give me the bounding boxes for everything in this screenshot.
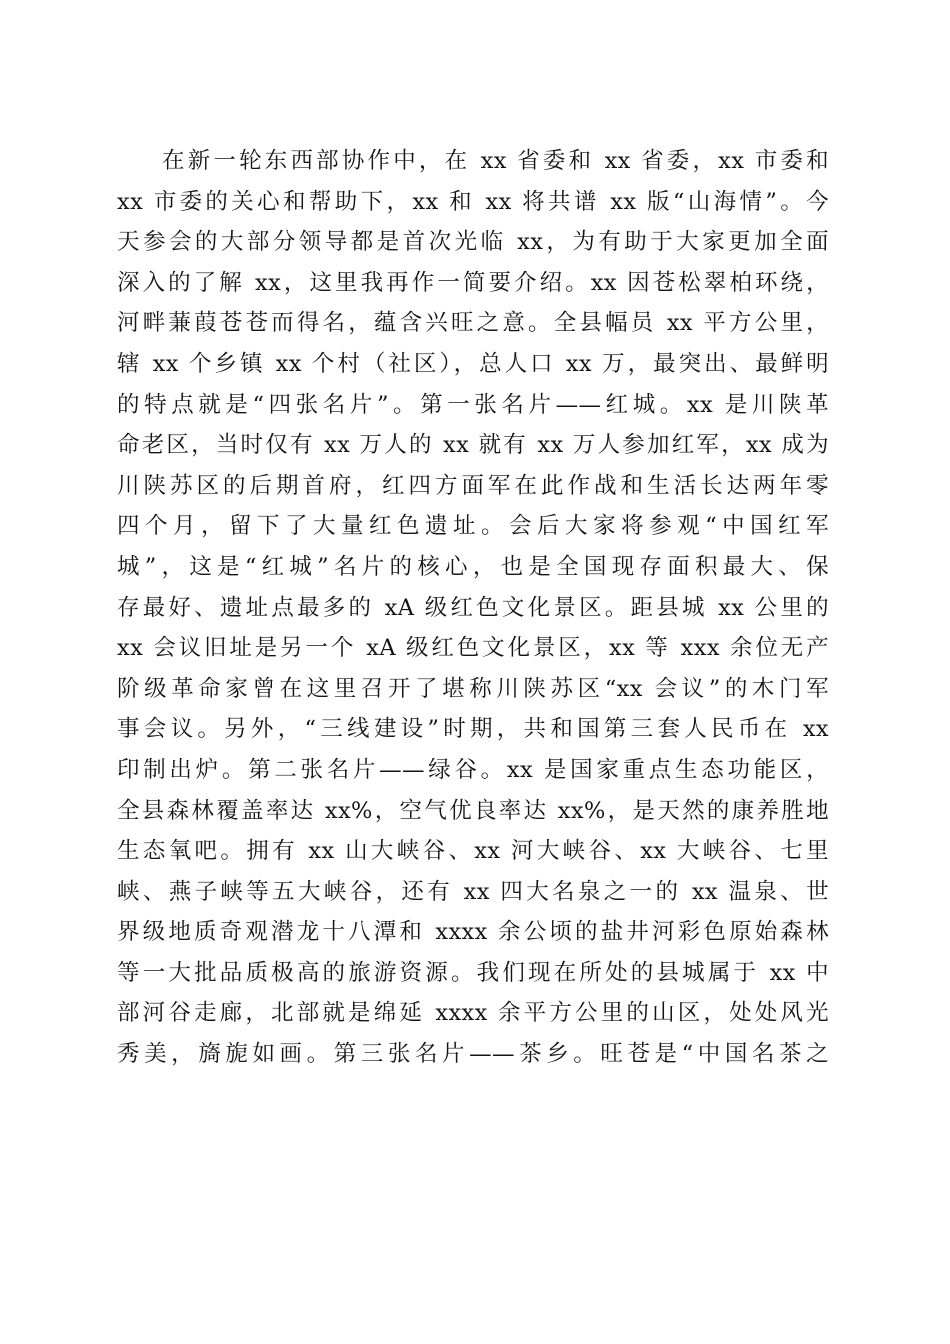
paragraph-line: 命老区，当时仅有 xx 万人的 xx 就有 xx 万人参加红军，xx 成为 <box>117 432 829 459</box>
paragraph-line: 在新一轮东西部协作中，在 xx 省委和 xx 省委，xx 市委和 <box>162 148 829 174</box>
paragraph-line: xx 会议旧址是另一个 xA 级红色文化景区，xx 等 xxx 余位无产 <box>117 635 829 662</box>
paragraph-line: 事会议。另外，“三线建设”时期，共和国第三套人民币在 xx <box>117 716 829 743</box>
paragraph-line: 存最好、遗址点最多的 xA 级红色文化景区。距县城 xx 公里的 <box>117 594 829 621</box>
paragraph-line: 峡、燕子峡等五大峡谷，还有 xx 四大名泉之一的 xx 温泉、世 <box>117 878 829 905</box>
paragraph-line: 生态氧吧。拥有 xx 山大峡谷、xx 河大峡谷、xx 大峡谷、七里 <box>117 838 829 865</box>
paragraph-line: 的特点就是“四张名片”。第一张名片——红城。xx 是川陕革 <box>117 391 829 418</box>
paragraph-line: 印制出炉。第二张名片——绿谷。xx 是国家重点生态功能区， <box>117 756 829 783</box>
paragraph-line: 天参会的大部分领导都是首次光临 xx，为有助于大家更加全面 <box>117 229 829 256</box>
paragraph-line: 部河谷走廊，北部就是绵延 xxxx 余平方公里的山区，处处风光 <box>117 1000 829 1027</box>
paragraph-line: 四个月，留下了大量红色遗址。会后大家将参观“中国红军 <box>117 513 829 540</box>
paragraph-line: 辖 xx 个乡镇 xx 个村（社区），总人口 xx 万，最突出、最鲜明 <box>117 350 829 377</box>
paragraph-line: 等一大批品质极高的旅游资源。我们现在所处的县城属于 xx 中 <box>117 959 829 986</box>
paragraph-line: 川陕苏区的后期首府，红四方面军在此作战和生活长达两年零 <box>117 472 829 499</box>
paragraph-line: xx 市委的关心和帮助下，xx 和 xx 将共谱 xx 版“山海情”。今 <box>117 188 829 215</box>
paragraph-line: 河畔蒹葭苍苍而得名，蕴含兴旺之意。全县幅员 xx 平方公里， <box>117 310 829 337</box>
paragraph-line: 城”，这是“红城”名片的核心，也是全国现存面积最大、保 <box>117 553 829 580</box>
paragraph-line: 界级地质奇观潜龙十八潭和 xxxx 余公顷的盐井河彩色原始森林 <box>117 919 829 946</box>
paragraph-line: 全县森林覆盖率达 xx%，空气优良率达 xx%，是天然的康养胜地 <box>117 797 829 824</box>
paragraph-line: 阶级革命家曾在这里召开了堪称川陕苏区“xx 会议”的木门军 <box>117 675 829 702</box>
paragraph-line: 深入的了解 xx，这里我再作一简要介绍。xx 因苍松翠柏环绕， <box>117 269 829 296</box>
paragraph-line: 秀美，旖旎如画。第三张名片——茶乡。旺苍是“中国名茶之 <box>117 1041 829 1068</box>
body-paragraph <box>117 141 829 1075</box>
